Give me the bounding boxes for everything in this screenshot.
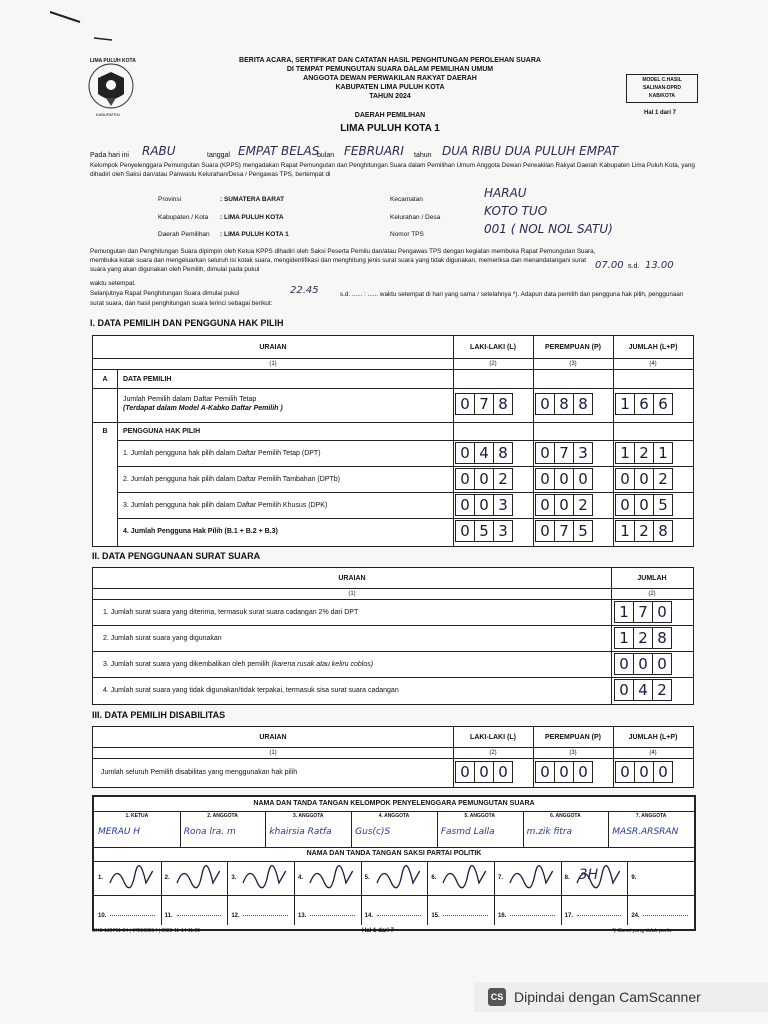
kpps-title: NAMA DAN TANDA TANGAN KELOMPOK PENYELENGGARA PEMUNGUTAN SUARA [253,800,535,807]
digit-box: 0 [536,521,555,541]
s2-row-4-label: 4. Jumlah surat suara yang tidak digunakan/tidak terpakai, termasuk sisa surat suara cadangan [103,687,399,694]
saksi-number-10: 10. [98,913,107,919]
saksi-number-3: 3. [231,875,237,881]
saksi-blank-line [177,915,222,916]
digit-box: 0 [555,762,574,782]
tps-label: Nomor TPS [390,231,424,238]
saksi-blank-line [310,915,355,916]
logo-sub: KABUPATEN [96,112,120,117]
camscanner-text: Dipindai dengan CamScanner [514,989,701,1005]
waktu-setempat: waktu setempat. [90,280,136,287]
s1-sub-4: (4) [649,361,657,367]
seal-icon [82,58,140,120]
digit-box: 1 [616,394,635,414]
digit-box: 3 [498,522,508,540]
model-line-1: MODEL C.HASIL [642,77,682,83]
document-title [200,56,580,101]
tanggal-value: EMPAT BELAS [238,144,320,158]
section-3-title: III. DATA PEMILIH DISABILITAS [92,710,226,720]
digit-box: 0 [634,654,653,674]
s1-a-row-line2: (Terdapat dalam Model A-Kabko Daftar Pemilih ) [123,405,283,412]
s3-sub-2: (2) [489,750,497,756]
footer-note: *) Coret yang tidak perlu [612,928,672,934]
section-3-table [92,726,694,788]
s2-header-jumlah: JUMLAH [637,575,667,582]
digit-box: 0 [536,762,555,782]
s1-a-digits-perempuan [535,393,593,415]
digit-box: 0 [578,470,588,488]
digit-box: 0 [616,762,635,782]
s1-b-row-1-digits-perempuan [535,442,593,464]
logo-text: LIMA PULUH KOTA [90,58,136,64]
kpps-role-2: 2. ANGGOTA [207,813,238,819]
digit-box: 7 [634,602,653,622]
kpps-signature-5: Fasmd Lalla [440,827,495,837]
digit-box: 8 [658,522,668,540]
digit-box: 0 [456,521,475,541]
digit-box: 5 [578,522,588,540]
saksi-number-5: 5. [364,875,370,881]
digit-box: 0 [615,680,634,700]
saksi-number-6: 6. [431,875,437,881]
s1-b-row-1-digits-jumlah [615,442,673,464]
kelurahan-value: KOTO TUO [484,204,548,218]
s1-b-row-1-digits-laki [455,442,513,464]
bulan-value: FEBRUARI [344,144,404,158]
time-range [595,262,705,276]
section-2-title: II. DATA PENGGUNAAN SURAT SUARA [92,551,261,561]
s1-b-title: PENGGUNA HAK PILIH [123,428,201,435]
tahun-value: DUA RIBU DUA PULUH EMPAT [442,144,619,158]
s1-b-row-3-digits-jumlah [615,494,673,516]
kpps-role-6: 6. ANGGOTA [550,813,581,819]
sd-label: s.d. [628,263,640,270]
kelurahan-label: Kelurahan / Desa [390,214,441,221]
tahun-label: tahun [414,152,432,159]
saksi-number-13: 13. [298,913,307,919]
digit-box: 8 [578,395,588,413]
kecamatan-value: HARAU [484,186,527,200]
digit-box: 1 [616,443,635,463]
digit-box: 0 [456,762,475,782]
digit-box: 8 [498,444,508,462]
footer-page: Hal 1 dari 7 [362,928,395,934]
provinsi-value: : SUMATERA BARAT [220,196,285,203]
pen-stroke-mark [46,4,116,44]
title-line-1: BERITA ACARA, SERTIFIKAT DAN CATATAN HASIL PENGHITUNGAN PEROLEHAN SUARA [239,57,541,64]
s3-header-jumlah: JUMLAH (L+P) [628,734,678,741]
s1-sub-1: (1) [269,361,277,367]
digit-box: 6 [658,395,668,413]
section-2-table [92,567,694,705]
camscanner-icon: CS [488,988,506,1006]
s1-a-label: A [102,376,108,383]
s3-row-label: Jumlah seluruh Pemilih disabilitas yang menggunakan hak pilih [101,769,298,776]
digit-box: 0 [635,495,654,515]
digit-box: 0 [475,762,494,782]
digit-box: 3 [498,496,508,514]
s1-a-title: DATA PEMILIH [123,376,172,383]
saksi-blank-line [643,915,688,916]
kpps-signature-3: khairsia Ratfa [269,827,332,837]
model-line-3: KAB/KOTA [648,93,675,99]
saksi-blank-line [110,915,155,916]
digit-box: 7 [555,521,574,541]
daerah-label: DAERAH PEMILIHAN [354,112,426,119]
digit-box: 8 [555,394,574,414]
pada-hari-ini-label: Pada hari ini [90,152,129,159]
s1-b-row-4-digits-laki [455,520,513,542]
daerah-value: LIMA PULUH KOTA 1 [340,123,440,134]
digit-box: 1 [615,602,634,622]
saksi-number-7: 7. [498,875,504,881]
digit-box: 1 [658,444,668,462]
s1-b-label: B [102,428,108,435]
digit-box: 0 [657,603,667,621]
model-line-2: SALINAN-DPRD [642,85,682,91]
digit-box: 4 [634,680,653,700]
digit-box: 2 [578,496,588,514]
s3-header-laki: LAKI-LAKI (L) [470,734,516,741]
kpps-role-3: 3. ANGGOTA [292,813,324,819]
s3-sub-3: (3) [569,750,577,756]
digit-box: 0 [658,763,668,781]
saksi-number-4: 4. [298,875,304,881]
s3-header-uraian: URAIAN [259,734,287,741]
s1-header-jumlah: JUMLAH (L+P) [628,344,678,351]
saksi-blank-line [377,915,422,916]
s2-row-3-label-main: 3. Jumlah surat suara yang dikembalikan oleh pemilih [103,661,270,668]
digit-box: 0 [456,469,475,489]
kpps-signature-1: MERAU H [98,827,141,837]
saksi-signature-5 [375,863,424,893]
s1-b-row-2-digits-laki [455,468,513,490]
saksi-number-15: 15. [431,913,440,919]
s1-b-row-1-label: 1. Jumlah pengguna hak pilih dalam Daftar Pemilih Tetap (DPT) [123,450,321,457]
s1-sub-3: (3) [569,361,577,367]
s3-digits-laki [455,761,513,783]
saksi-mark-8: 3H [578,867,599,883]
s1-a-row-line1: Jumlah Pemilih dalam Daftar Pemilih Tetap [123,396,257,403]
saksi-signature-2 [175,863,224,893]
s1-b-row-3-digits-laki [455,494,513,516]
digit-box: 5 [658,496,668,514]
saksi-signature-9 [641,863,690,893]
digit-box: 1 [616,521,635,541]
tanggal-label: tanggal [207,152,230,159]
digit-box: 0 [456,394,475,414]
s2-sub-1: (1) [348,591,356,597]
saksi-signature-4 [308,863,357,893]
s1-b-row-4-label: 4. Jumlah Pengguna Hak Pilih (B.1 + B.2 + B.3) [123,528,278,535]
saksi-number-14: 14. [364,913,373,919]
kecamatan-label: Kecamatan [390,196,423,203]
page-number-top: Hal 1 dari 7 [644,110,677,116]
s1-b-row-4-digits-jumlah [615,520,673,542]
saksi-number-2: 2. [164,875,170,881]
kpps-role-1: 1. KETUA [125,813,149,819]
digit-box: 0 [555,495,574,515]
digit-box: 0 [498,763,508,781]
digit-box: 5 [475,521,494,541]
camscanner-watermark [474,982,768,1012]
kpps-signature-6: m.zik fitra [526,827,573,837]
kabupaten-logo [82,58,140,120]
digit-box: 2 [634,628,653,648]
digit-box: 6 [635,394,654,414]
s2-row-2-label: 2. Jumlah surat suara yang digunakan [103,635,222,642]
kpps-role-5: 5. ANGGOTA [464,813,495,819]
digit-box: 2 [635,521,654,541]
saksi-number-11: 11. [164,913,173,919]
start-time: 07.00 [595,260,624,271]
digit-box: 0 [635,469,654,489]
digit-box: 2 [658,470,668,488]
saksi-signature-1 [108,863,157,893]
s2-row-4-digits [614,679,672,701]
kpps-role-7: 7. ANGGOTA [635,813,667,819]
s2-header-uraian: URAIAN [338,575,366,582]
digit-box: 0 [536,394,555,414]
s1-b-row-2-label: 2. Jumlah pengguna hak pilih dalam Daftar Pemilih Tambahan (DPTb) [123,476,340,483]
digit-box: 7 [555,443,574,463]
saksi-blank-line [510,915,555,916]
s2-row-3-label [103,661,373,668]
s1-b-row-4-digits-perempuan [535,520,593,542]
time-paragraph-1: Pemungutan dan Penghitungan Suara dipimpin oleh Ketua KPPS dihadiri oleh Saksi Peserta Pemilu dan/atau Pengawas TPS dengan kegiatan membuka Rapat Pemungutan Suara, membuka kotak suara dan mengeluarkan seluruh isi kotak suara, mengidentifikasi dan menghitung jenis surat suara yang tidak digunakan, memeriksa dan menandatangani surat suara yang akan digunakan oleh Pemilih, dimulai pada pukul [90,248,596,273]
intro-paragraph: Kelompok Penyelenggara Pemungutan Suara (KPPS) mengadakan Rapat Pemungutan dan Penghitungan Suara dalam Pemilihan Umum Anggota Dewan Perwakilan Rakyat Daerah Kabupaten Lima Puluh Kota, yang dihadiri oleh Saksi dan/atau Panwaslu Kelurahan/Desa / Pengawas TPS, bertempat di [90,162,695,178]
s1-sub-2: (2) [489,361,497,367]
digit-box: 2 [498,470,508,488]
start-time-2: 22.45 [290,285,319,296]
saksi-signature-3 [241,863,290,893]
digit-box: 0 [615,654,634,674]
saksi-number-17: 17. [564,913,573,919]
digit-box: 0 [475,469,494,489]
signature-table [92,795,696,931]
saksi-number-24: 24. [631,913,640,919]
digit-box: 0 [475,495,494,515]
s3-sub-1: (1) [269,750,277,756]
time-paragraph-2a: Selanjutnya Rapat Penghitungan Suara dimulai pukul [90,290,240,297]
digit-box: 0 [536,469,555,489]
digit-box: 8 [657,629,667,647]
end-time: 13.00 [645,260,674,271]
digit-box: 2 [635,443,654,463]
s3-digits-perempuan [535,761,593,783]
s2-row-3-digits [614,653,672,675]
saksi-number-1: 1. [98,875,104,881]
kpps-signature-4: Gus(c)S [355,827,391,837]
digit-box: 0 [536,495,555,515]
digit-box: 0 [578,763,588,781]
s1-b-row-3-digits-perempuan [535,494,593,516]
s1-b-row-2-digits-jumlah [615,468,673,490]
dapil-label: Daerah Pemilihan [158,231,210,238]
s2-row-2-digits [614,627,672,649]
digit-box: 0 [536,443,555,463]
s3-digits-jumlah [615,761,673,783]
s1-header-uraian: URAIAN [259,344,287,351]
provinsi-label: Provinsi [158,196,182,203]
digit-box: 7 [475,394,494,414]
kpps-signature-2: Rona lra. m [183,827,236,837]
digit-box: 1 [615,628,634,648]
s2-row-3-label-italic: (karena rusak atau keliru coblos) [271,661,374,668]
saksi-blank-line [443,915,488,916]
saksi-signature-7 [508,863,557,893]
model-box [626,74,698,103]
dapil-value: : LIMA PULUH KOTA 1 [220,231,289,238]
s3-header-perempuan: PEREMPUAN (P) [544,734,601,741]
digit-box: 3 [578,444,588,462]
hari-value: RABU [142,144,176,158]
digit-box: 0 [616,495,635,515]
s1-header-laki: LAKI-LAKI (L) [470,344,516,351]
kpps-signature-7: MASR.ARSRAN [612,827,679,837]
digit-box: 4 [475,443,494,463]
digit-box: 0 [616,469,635,489]
kabkota-value: : LIMA PULUH KOTA [220,214,284,221]
digit-box: 8 [498,395,508,413]
time-paragraph-2b: s.d. ...... : ...... waktu setempat di hari yang sama / setelahnya *). Adapun data pemilih dan pengguna hak pilih, penggunaan surat suara, dan hasil penghitungan suara terinci sebagai berikut: [90,291,684,307]
footer-code: CHS-130701-24 | 675568814 | 2023-11-14 11:09 [92,928,201,934]
digit-box: 0 [635,762,654,782]
s2-row-1-label: 1. Jumlah surat suara yang diterima, termasuk surat suara cadangan 2% dari DPT [103,609,359,616]
digit-box: 0 [657,655,667,673]
bulan-label: bulan [317,152,335,159]
kabkota-label: Kabupaten / Kota [158,214,209,221]
saksi-blank-line [577,915,622,916]
tps-value: 001 ( NOL NOL SATU) [484,222,613,236]
title-line-2: DI TEMPAT PEMUNGUTAN SUARA DALAM PEMILIHAN UMUM [286,66,494,73]
section-1-title: I. DATA PEMILIH DAN PENGGUNA HAK PILIH [90,318,284,328]
s1-b-row-3-label: 3. Jumlah pengguna hak pilih dalam Daftar Pemilih Khusus (DPK) [123,502,328,509]
section-1-table [92,335,694,547]
title-line-5: TAHUN 2024 [369,93,411,100]
saksi-number-8: 8. [564,875,570,881]
s1-a-digits-jumlah [615,393,673,415]
digit-box: 2 [657,681,667,699]
saksi-number-16: 16. [498,913,507,919]
saksi-blank-line [243,915,288,916]
s1-header-perempuan: PEREMPUAN (P) [544,344,601,351]
digit-box: 0 [456,495,475,515]
s3-sub-4: (4) [649,750,657,756]
location-block [158,184,698,244]
s1-b-row-2-digits-perempuan [535,468,593,490]
saksi-signature-6 [441,863,490,893]
digit-box: 0 [456,443,475,463]
saksi-number-9: 9. [631,875,637,881]
s1-a-digits-laki [455,393,513,415]
title-line-4: KABUPATEN LIMA PULUH KOTA [335,84,445,91]
s2-sub-2: (2) [648,591,656,597]
saksi-number-12: 12. [231,913,240,919]
saksi-title: NAMA DAN TANDA TANGAN SAKSI PARTAI POLITIK [306,850,482,857]
kpps-role-4: 4. ANGGOTA [378,813,410,819]
digit-box: 0 [555,469,574,489]
title-line-3: ANGGOTA DEWAN PERWAKILAN RAKYAT DAERAH [303,75,477,82]
s2-row-1-digits [614,601,672,623]
